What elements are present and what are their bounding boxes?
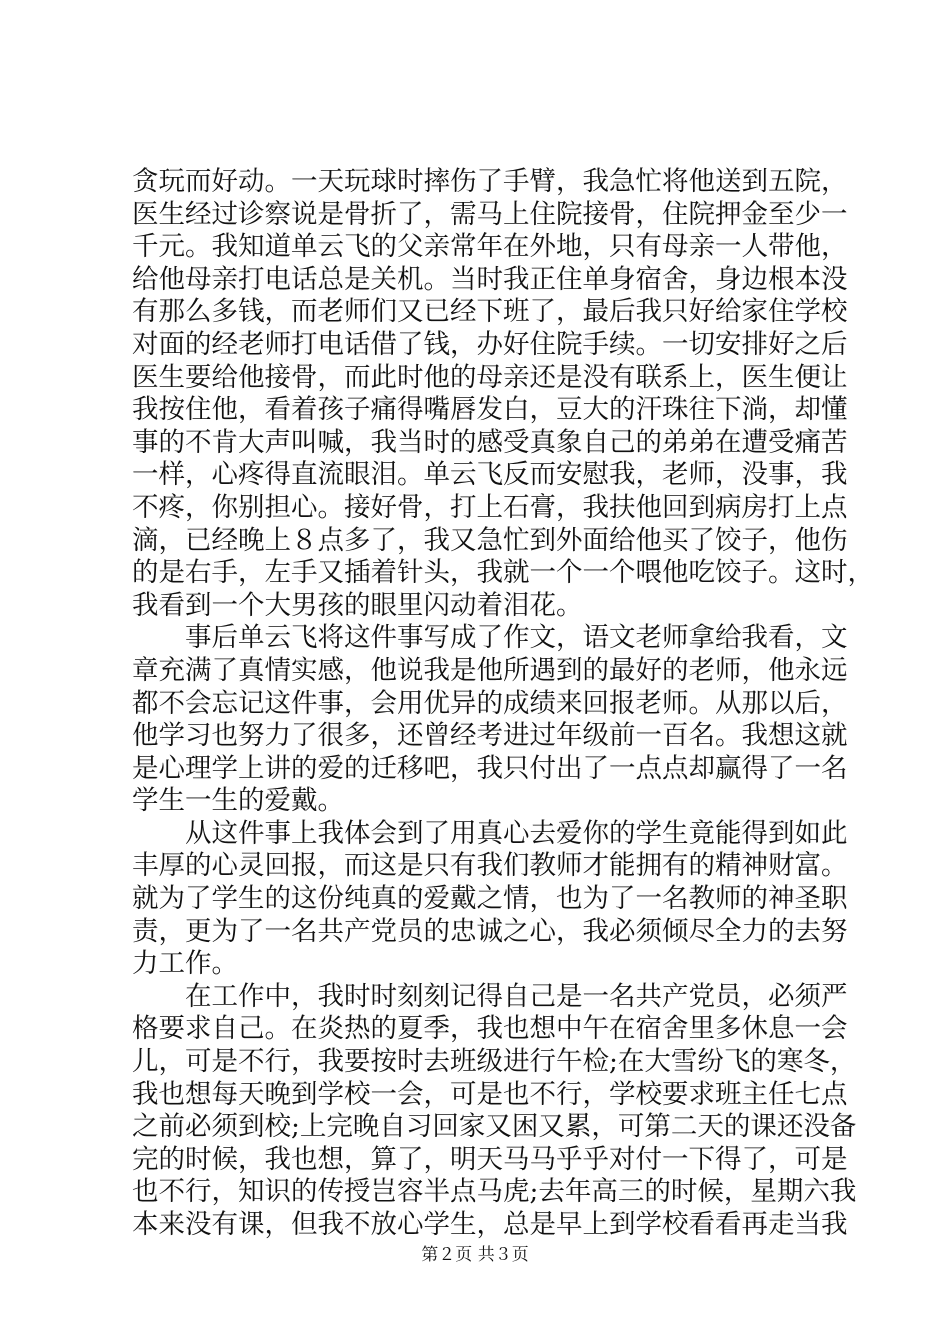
text-line: 是心理学上讲的爱的迁移吧，我只付出了一点点却赢得了一名 <box>132 752 848 784</box>
text-line: 我也想每天晚到学校一会，可是也不行，学校要求班主任七点 <box>132 1078 848 1110</box>
text-line: 在工作中，我时时刻刻记得自己是一名共产党员，必须严 <box>132 980 848 1012</box>
text-line: 千元。我知道单云飞的父亲常年在外地，只有母亲一人带他， <box>132 231 848 263</box>
text-line: 我按住他，看着孩子痛得嘴唇发白，豆大的汗珠往下淌，却懂 <box>132 394 848 426</box>
text-line: 格要求自己。在炎热的夏季，我也想中午在宿舍里多休息一会 <box>132 1013 848 1045</box>
text-line: 儿，可是不行，我要按时去班级进行午检;在大雪纷飞的寒冬， <box>132 1046 857 1078</box>
text-line: 之前必须到校;上完晚自习回家又困又累，可第二天的课还没备 <box>132 1111 857 1143</box>
text-line: 学生一生的爱戴。 <box>132 785 344 817</box>
text-line: 事的不肯大声叫喊，我当时的感受真象自己的弟弟在遭受痛苦 <box>132 426 848 458</box>
text-line: 力工作。 <box>132 948 238 980</box>
text-line: 都不会忘记这件事，会用优异的成绩来回报老师。从那以后， <box>132 687 848 719</box>
text-line: 事后单云飞将这件事写成了作文，语文老师拿给我看，文 <box>132 622 848 654</box>
text-line: 贪玩而好动。一天玩球时摔伤了手臂，我急忙将他送到五院， <box>132 166 848 197</box>
text-line: 就为了学生的这份纯真的爱戴之情，也为了一名教师的神圣职 <box>132 883 848 915</box>
text-line: 他学习也努力了很多，还曾经考进过年级前一百名。我想这就 <box>132 720 848 752</box>
text-line: 责，更为了一名共产党员的忠诚之心，我必须倾尽全力的去努 <box>132 915 848 947</box>
text-line: 我看到一个大男孩的眼里闪动着泪花。 <box>132 589 583 621</box>
text-line: 给他母亲打电话总是关机。当时我正住单身宿舍，身边根本没 <box>132 263 848 295</box>
text-line: 一样，心疼得直流眼泪。单云飞反而安慰我，老师，没事，我 <box>132 459 848 491</box>
text-line: 章充满了真情实感，他说我是他所遇到的最好的老师，他永远 <box>132 654 848 686</box>
text-line: 丰厚的心灵回报，而这是只有我们教师才能拥有的精神财富。 <box>132 850 848 882</box>
text-line: 的是右手，左手又插着针头，我就一个一个喂他吃饺子。这时， <box>132 557 874 589</box>
text-line: 医生要给他接骨，而此时他的母亲还是没有联系上，医生便让 <box>132 361 848 393</box>
text-line: 有那么多钱，而老师们又已经下班了，最后我只好给家住学校 <box>132 296 848 328</box>
text-line: 对面的经老师打电话借了钱，办好住院手续。一切安排好之后 <box>132 328 848 360</box>
text-line: 完的时候，我也想，算了，明天马马乎乎对付一下得了，可是 <box>132 1143 848 1175</box>
text-line: 本来没有课，但我不放心学生，总是早上到学校看看再走当我 <box>132 1209 848 1240</box>
text-line: 也不行，知识的传授岂容半点马虎;去年高三的时候，星期六我 <box>132 1176 857 1208</box>
text-line: 不疼，你别担心。接好骨，打上石膏，我扶他回到病房打上点 <box>132 491 848 523</box>
page-footer: 第２页 共３页 <box>421 1245 529 1265</box>
document-body <box>132 166 874 1242</box>
text-line: 滴，已经晚上８点多了，我又急忙到外面给他买了饺子，他伤 <box>132 524 848 556</box>
text-line: 医生经过诊察说是骨折了，需马上住院接骨，住院押金至少一 <box>132 198 848 230</box>
text-line: 从这件事上我体会到了用真心去爱你的学生竟能得到如此 <box>132 817 848 849</box>
